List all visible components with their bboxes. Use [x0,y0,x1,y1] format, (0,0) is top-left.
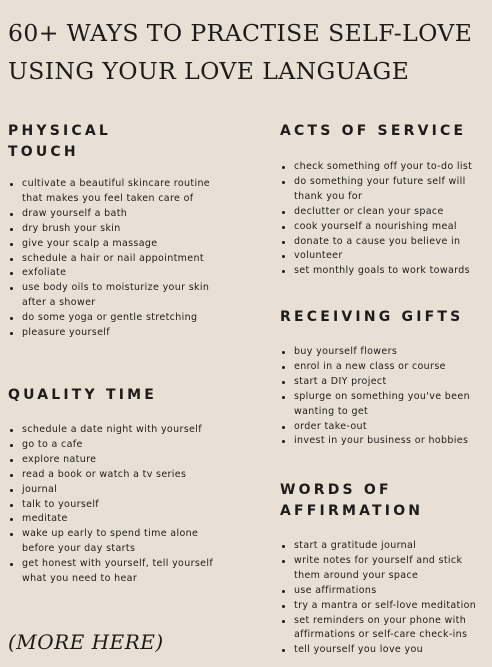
list-item: meditate [8,512,223,527]
list-item: splurge on something you've been wanting to get [280,390,488,420]
list-item: do something your future self will thank you for [280,175,488,205]
list-item: cultivate a beautiful skincare routine that makes you feel taken care of [8,177,223,207]
list-item: do some yoga or gentle stretching [8,311,223,326]
section-title-physical-touch: PHYSICAL TOUCH [8,123,112,160]
list-item: use affirmations [280,584,488,599]
list-item: write notes for yourself and stick them around your space [280,554,488,584]
page-title: 60+ WAYS TO PRACTISE SELF-LOVE USING YOUR LOVE LANGUAGE [8,19,473,85]
list-item: schedule a date night with yourself [8,423,223,438]
list-item: volunteer [280,249,488,264]
section-title-words-of-affirmation: WORDS OF AFFIRMATION [280,482,424,519]
list-item: talk to yourself [8,498,223,513]
list-item: journal [8,483,223,498]
more-here-link[interactable]: (MORE HERE) [8,630,164,654]
list-item: schedule a hair or nail appointment [8,252,223,267]
list-item: buy yourself flowers [280,345,488,360]
list-item: start a gratitude journal [280,539,488,554]
list-item: read a book or watch a tv series [8,468,223,483]
section-words-of-affirmation [280,480,488,658]
acts-of-service-list [280,160,488,279]
list-item: give your scalp a massage [8,237,223,252]
physical-touch-list [8,177,223,341]
list-item: go to a cafe [8,438,223,453]
list-item: tell yourself you love you [280,643,488,658]
list-item: invest in your business or hobbies [280,434,488,449]
list-item: enrol in a new class or course [280,360,488,375]
list-item: set reminders on your phone with affirmations or self-care check-ins [280,614,488,644]
list-item: explore nature [8,453,223,468]
list-item: get honest with yourself, tell yourself what you need to hear [8,557,223,587]
list-item: declutter or clean your space [280,205,488,220]
list-item: dry brush your skin [8,222,223,237]
list-item: pleasure yourself [8,326,223,341]
section-receiving-gifts [280,307,488,449]
section-acts-of-service [280,121,488,279]
quality-time-list [8,423,223,587]
list-item: draw yourself a bath [8,207,223,222]
list-item: exfoliate [8,266,223,281]
list-item: order take-out [280,420,488,435]
section-physical-touch [8,121,223,341]
words-of-affirmation-list [280,539,488,658]
list-item: try a mantra or self-love meditation [280,599,488,614]
receiving-gifts-list [280,345,488,449]
section-title-quality-time: QUALITY TIME [8,387,158,403]
list-item: wake up early to spend time alone before your day starts [8,527,223,557]
section-quality-time [8,385,223,587]
section-title-receiving-gifts: RECEIVING GIFTS [280,309,464,325]
list-item: set monthly goals to work towards [280,264,488,279]
list-item: cook yourself a nourishing meal [280,220,488,235]
list-item: start a DIY project [280,375,488,390]
list-item: donate to a cause you believe in [280,235,488,250]
list-item: use body oils to moisturize your skin after a shower [8,281,223,311]
list-item: check something off your to-do list [280,160,488,175]
section-title-acts-of-service: ACTS OF SERVICE [280,123,467,139]
